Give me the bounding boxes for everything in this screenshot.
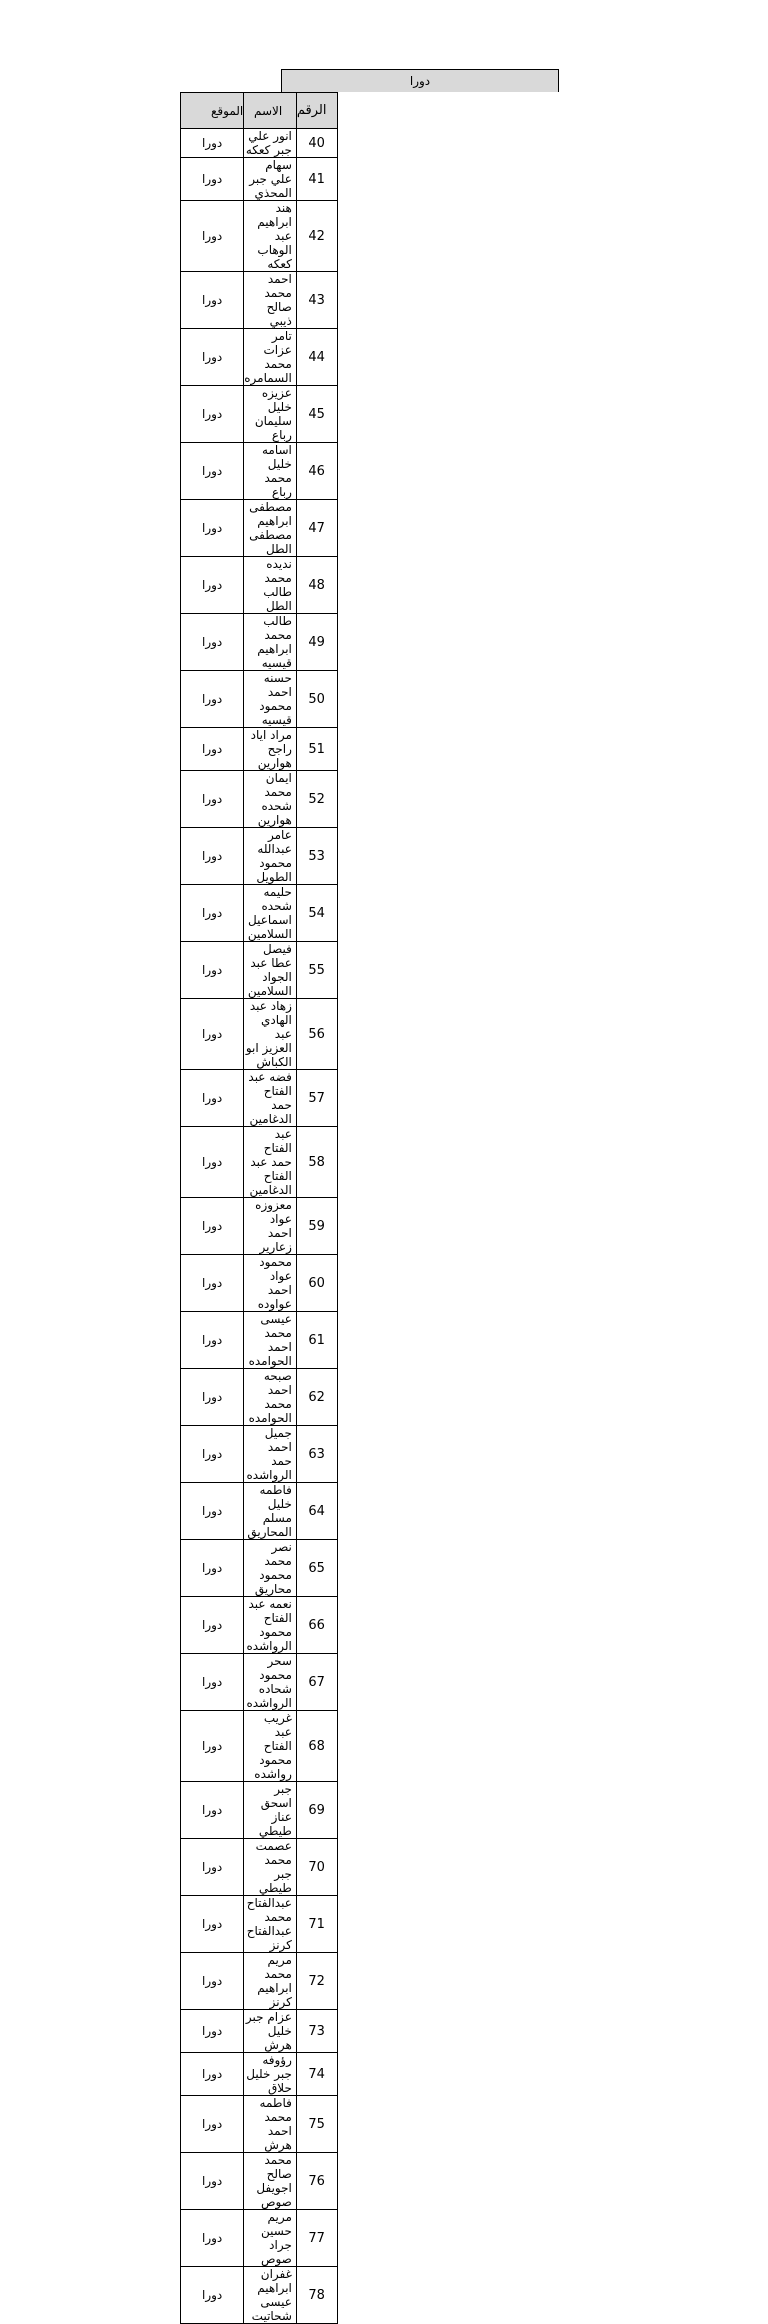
row-name: صبحه احمد محمد الحوامده (244, 1369, 297, 1426)
row-name: عزام جبر خليل هرش (244, 2010, 297, 2053)
table-row (181, 2153, 338, 2210)
row-location: دورا (181, 2096, 244, 2153)
table-row (181, 671, 338, 728)
row-number: 57 (296, 1070, 337, 1127)
table-row (181, 1070, 338, 1127)
row-name: عبد الفتاح حمد عبد الفتاح الدغامين (244, 1127, 297, 1198)
row-number: 40 (296, 129, 337, 158)
row-number: 60 (296, 1255, 337, 1312)
table-row (181, 500, 338, 557)
row-number: 76 (296, 2153, 337, 2210)
row-number: 41 (296, 158, 337, 201)
table-row (181, 129, 338, 158)
table-row (181, 386, 338, 443)
table-row (181, 1654, 338, 1711)
row-location: دورا (181, 1070, 244, 1127)
row-number: 49 (296, 614, 337, 671)
table-row (181, 2267, 338, 2324)
row-location: دورا (181, 443, 244, 500)
row-number: 64 (296, 1483, 337, 1540)
row-number: 67 (296, 1654, 337, 1711)
column-header-location: الموقع (181, 93, 244, 129)
table-row (181, 1896, 338, 1953)
row-location: دورا (181, 1198, 244, 1255)
table-row (181, 1782, 338, 1839)
row-name: عيسى محمد احمد الحوامده (244, 1312, 297, 1369)
table-row (181, 1369, 338, 1426)
row-location: دورا (181, 158, 244, 201)
row-number: 42 (296, 201, 337, 272)
row-number: 66 (296, 1597, 337, 1654)
row-name: فضه عبد الفتاح حمد الدغامين (244, 1070, 297, 1127)
row-name: نديده محمد طالب الطل (244, 557, 297, 614)
row-name: سحر محمود شحاده الرواشده (244, 1654, 297, 1711)
row-name: طالب محمد ابراهيم قيسيه (244, 614, 297, 671)
row-number: 59 (296, 1198, 337, 1255)
row-name: نعمه عبد الفتاح محمود الرواشده (244, 1597, 297, 1654)
table-row (181, 771, 338, 828)
row-name: نصر محمد محمود محاريق (244, 1540, 297, 1597)
row-name: جميل احمد حمد الرواشده (244, 1426, 297, 1483)
row-location: دورا (181, 1953, 244, 2010)
row-number: 61 (296, 1312, 337, 1369)
row-number: 69 (296, 1782, 337, 1839)
row-name: معزوزه عواد احمد زعارير (244, 1198, 297, 1255)
row-location: دورا (181, 2153, 244, 2210)
row-number: 63 (296, 1426, 337, 1483)
row-location: دورا (181, 885, 244, 942)
group-title: دورا (281, 69, 559, 92)
row-name: فاطمه خليل مسلم المحاريق (244, 1483, 297, 1540)
row-location: دورا (181, 771, 244, 828)
row-location: دورا (181, 1654, 244, 1711)
row-location: دورا (181, 272, 244, 329)
row-number: 77 (296, 2210, 337, 2267)
header-row (181, 93, 338, 129)
table-row (181, 1540, 338, 1597)
table-row (181, 1483, 338, 1540)
table-row (181, 1711, 338, 1782)
row-location: دورا (181, 1597, 244, 1654)
table-row (181, 1198, 338, 1255)
row-name: مريم حسين جراد صوص (244, 2210, 297, 2267)
table-row (181, 2096, 338, 2153)
table-row (181, 272, 338, 329)
row-number: 53 (296, 828, 337, 885)
row-name: سهام علي جبر المحذي (244, 158, 297, 201)
row-number: 54 (296, 885, 337, 942)
row-number: 48 (296, 557, 337, 614)
row-location: دورا (181, 1127, 244, 1198)
row-number: 46 (296, 443, 337, 500)
row-location: دورا (181, 201, 244, 272)
row-location: دورا (181, 2210, 244, 2267)
row-number: 71 (296, 1896, 337, 1953)
row-location: دورا (181, 1255, 244, 1312)
row-number: 78 (296, 2267, 337, 2324)
table-row (181, 999, 338, 1070)
row-location: دورا (181, 2010, 244, 2053)
row-name: هند ابراهيم عبد الوهاب كعكه (244, 201, 297, 272)
row-number: 50 (296, 671, 337, 728)
table-row (181, 158, 338, 201)
table-row (181, 1255, 338, 1312)
row-name: فيصل عطا عبد الجواد السلامين (244, 942, 297, 999)
row-name: عبدالفتاح محمد عبدالفتاح كرنز (244, 1896, 297, 1953)
row-number: 51 (296, 728, 337, 771)
row-name: فاطمه محمد احمد هرش (244, 2096, 297, 2153)
row-location: دورا (181, 671, 244, 728)
table-row (181, 1839, 338, 1896)
row-location: دورا (181, 1782, 244, 1839)
row-name: احمد محمد صالح ذيبي (244, 272, 297, 329)
table-row (181, 2010, 338, 2053)
row-location: دورا (181, 614, 244, 671)
row-number: 52 (296, 771, 337, 828)
row-location: دورا (181, 1540, 244, 1597)
row-location: دورا (181, 942, 244, 999)
table-row (181, 728, 338, 771)
row-name: زهاد عبد الهادي عبد العزيز ابو الكباش (244, 999, 297, 1070)
table-row (181, 614, 338, 671)
table-row (181, 443, 338, 500)
row-location: دورا (181, 129, 244, 158)
table-row (181, 1312, 338, 1369)
row-number: 47 (296, 500, 337, 557)
column-header-name: الاسم (244, 93, 297, 129)
table-row (181, 201, 338, 272)
row-name: ايمان محمد شحده هوارين (244, 771, 297, 828)
row-name: اسامه خليل محمد رباع (244, 443, 297, 500)
table-row (181, 2053, 338, 2096)
row-number: 55 (296, 942, 337, 999)
row-number: 43 (296, 272, 337, 329)
row-location: دورا (181, 1312, 244, 1369)
row-name: محمد صالح اجويفل صوص (244, 2153, 297, 2210)
row-name: حسنه احمد محمود قيسيه (244, 671, 297, 728)
row-number: 72 (296, 1953, 337, 2010)
row-number: 44 (296, 329, 337, 386)
row-name: عصمت محمد جبر طيطي (244, 1839, 297, 1896)
row-location: دورا (181, 329, 244, 386)
row-name: عامر عبدالله محمود الطويل (244, 828, 297, 885)
row-name: حليمه شحده اسماعيل السلامين (244, 885, 297, 942)
row-number: 73 (296, 2010, 337, 2053)
table-row (181, 1127, 338, 1198)
table-row (181, 329, 338, 386)
row-name: مراد اياد راجح هوارين (244, 728, 297, 771)
row-location: دورا (181, 2053, 244, 2096)
row-location: دورا (181, 1426, 244, 1483)
table-body (181, 129, 338, 2324)
row-number: 74 (296, 2053, 337, 2096)
row-number: 56 (296, 999, 337, 1070)
row-name: مصطفى ابراهيم مصطفى الطل (244, 500, 297, 557)
row-number: 45 (296, 386, 337, 443)
table-row (181, 942, 338, 999)
row-name: جبر اسحق عناز طيطي (244, 1782, 297, 1839)
row-location: دورا (181, 1483, 244, 1540)
table-row (181, 557, 338, 614)
row-location: دورا (181, 1839, 244, 1896)
row-location: دورا (181, 2267, 244, 2324)
row-name: رؤوفه جبر خليل حلاق (244, 2053, 297, 2096)
row-name: عزيزه خليل سليمان رباع (244, 386, 297, 443)
row-number: 70 (296, 1839, 337, 1896)
table-row (181, 2210, 338, 2267)
row-number: 65 (296, 1540, 337, 1597)
column-header-number: الرقم (296, 93, 337, 129)
row-name: غفران ابراهيم عيسى شحاتيت (244, 2267, 297, 2324)
row-location: دورا (181, 1369, 244, 1426)
row-name: تامر عزات محمد السمامره (244, 329, 297, 386)
row-number: 58 (296, 1127, 337, 1198)
table-row (181, 1426, 338, 1483)
row-number: 75 (296, 2096, 337, 2153)
table-row (181, 1953, 338, 2010)
row-name: انور علي جبر كعكه (244, 129, 297, 158)
row-location: دورا (181, 1711, 244, 1782)
table-row (181, 828, 338, 885)
row-location: دورا (181, 828, 244, 885)
row-name: مريم محمد ابراهيم كرنز (244, 1953, 297, 2010)
row-location: دورا (181, 557, 244, 614)
row-location: دورا (181, 386, 244, 443)
table-row (181, 1597, 338, 1654)
row-location: دورا (181, 999, 244, 1070)
row-name: محمود عواد احمد عواوده (244, 1255, 297, 1312)
row-number: 68 (296, 1711, 337, 1782)
row-name: غريب عبد الفتاح محمود رواشده (244, 1711, 297, 1782)
row-location: دورا (181, 500, 244, 557)
row-number: 62 (296, 1369, 337, 1426)
names-table (180, 92, 338, 2324)
table-row (181, 885, 338, 942)
row-location: دورا (181, 1896, 244, 1953)
row-location: دورا (181, 728, 244, 771)
